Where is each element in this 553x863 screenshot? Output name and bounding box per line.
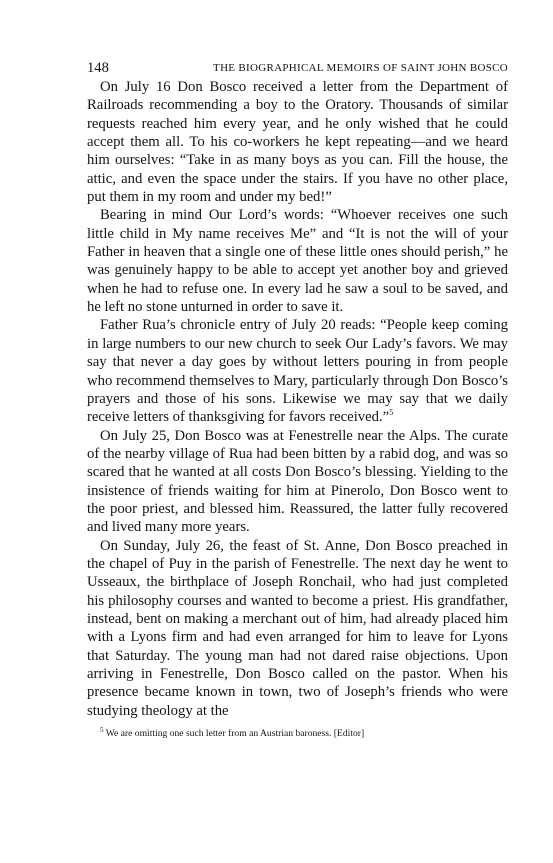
body-text [87,78,508,720]
footnote-text: We are omitting one such letter from an Austrian baroness. [Editor] [103,728,365,740]
paragraph: Bearing in mind Our Lord’s words: “Whoever receives one such little child in My name receives Me” and “It is not the will of your Father in heaven that a single one of these little ones should perish,” he was genuinely happy to be able to accept yet another boy and grieved when he had to refuse one. In every lad he saw a soul to be saved, and he left no stone unturned in order to save it. [87,207,508,316]
paragraph: On July 25, Don Bosco was at Fenestrelle near the Alps. The curate of the nearby village of Rua had been bitten by a rabid dog, and was so scared that he wanted at all costs Don Bosco’s blessing. Yielding to the insistence of friends waiting for him at Pinerolo, Don Bosco went to the poor priest, and blessed him. Reassured, the latter fully recovered and lived many more years. [87,427,508,536]
page-number: 148 [87,60,109,76]
paragraph [87,316,508,426]
paragraph-text: Father Rua’s chronicle entry of July 20 reads: “People keep coming in large numbers to our new church to seek Our Lady’s favors. We may say that never a day goes by without letters pouring in from people who recommend themselves to Mary, particularly through Don Bosco’s prayers and those of his sons. Likewise we may say that we daily receive letters of thanksgiving for favors received.” [87,317,508,426]
book-page [87,58,508,740]
footnote-mark: 5 [100,725,104,734]
footnote-reference: 5 [389,408,394,418]
paragraph: On July 16 Don Bosco received a letter from the Department of Railroads recommending a boy to the Oratory. Thousands of similar requests reached him every year, and he only wished that he could accept them all. To his co-workers he kept repeating—and we heard him ourselves: “Take in as many boys as you can. Fill the house, the attic, and even the space under the stairs. If you have no other place, put them in my room and under my bed!” [87,79,508,206]
running-title: THE BIOGRAPHICAL MEMOIRS OF SAINT JOHN BOSCO [213,62,508,74]
running-head [87,58,508,78]
footnote [87,727,508,740]
paragraph: On Sunday, July 26, the feast of St. Anne, Don Bosco preached in the chapel of Puy in the parish of Fenestrelle. The next day he went to Usseaux, the birthplace of Joseph Ronchail, who had just completed his philosophy courses and wanted to become a priest. His grandfather, instead, bent on making a merchant out of him, had already placed him with a Lyons firm and had even arranged for him to leave for Lyons that Saturday. The young man had not dared raise objections. Upon arriving in Fenestrelle, Don Bosco called on the pastor. When his presence became known in town, two of Joseph’s friends who were studying theology at the [87,537,508,719]
